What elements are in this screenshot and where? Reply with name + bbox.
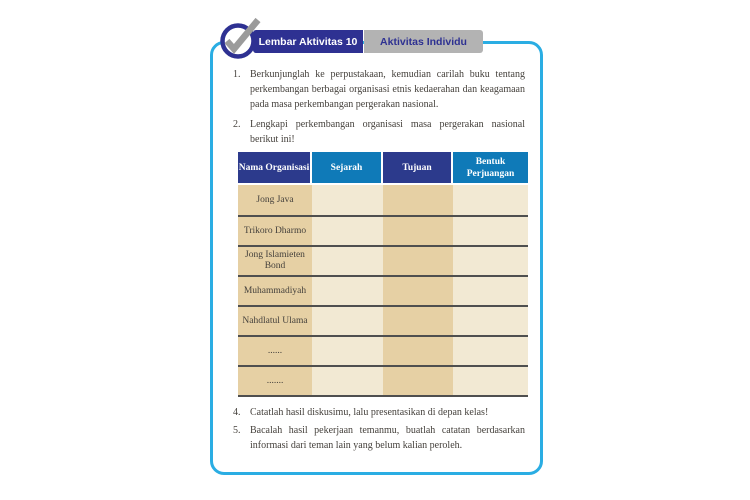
item-number: 2. (233, 119, 241, 130)
org-name-cell: ....... (238, 365, 312, 395)
instruction-item-1 (233, 67, 525, 112)
answer-cell-bentuk-perjuangan (453, 335, 528, 365)
org-name-cell: Trikoro Dharmo (238, 215, 312, 245)
item-text: Bacalah hasil pekerjaan temanmu, buatlah catatan berdasarkan informasi dari teman lain yang belum kalian peroleh. (250, 425, 525, 451)
answer-cell-bentuk-perjuangan (453, 215, 528, 245)
column-header-nama-organisasi: Nama Organisasi (238, 152, 312, 185)
answer-cell-tujuan (383, 185, 453, 215)
item-number: 5. (233, 425, 241, 436)
instruction-item-5 (233, 423, 525, 453)
instruction-item-4 (233, 405, 525, 420)
instruction-item-2 (233, 117, 525, 147)
item-text: Berkunjunglah ke perpustakaan, kemudian carilah buku tentang perkembangan berbagai organisasi etnis kedaerahan dan keagamaan pada masa perkembangan pergerakan nasional. (250, 69, 525, 110)
item-number: 4. (233, 407, 241, 418)
organization-table (238, 152, 528, 397)
activity-type-badge: Aktivitas Individu (364, 30, 483, 53)
answer-cell-sejarah (312, 245, 383, 275)
item-number: 1. (233, 69, 241, 80)
org-name-cell: Jong Islamieten Bond (238, 245, 312, 275)
answer-cell-sejarah (312, 215, 383, 245)
answer-cell-tujuan (383, 335, 453, 365)
answer-cell-bentuk-perjuangan (453, 275, 528, 305)
org-name-cell: Jong Java (238, 185, 312, 215)
answer-cell-sejarah (312, 305, 383, 335)
org-name-cell: Nahdlatul Ulama (238, 305, 312, 335)
org-name-cell: ...... (238, 335, 312, 365)
column-header-tujuan: Tujuan (383, 152, 453, 185)
answer-cell-tujuan (383, 215, 453, 245)
answer-cell-bentuk-perjuangan (453, 365, 528, 395)
column-header-bentuk-perjuangan: Bentuk Perjuangan (453, 152, 528, 185)
answer-cell-sejarah (312, 365, 383, 395)
item-text: Catatlah hasil diskusimu, lalu presentasikan di depan kelas! (250, 407, 489, 418)
answer-cell-sejarah (312, 335, 383, 365)
column-header-sejarah: Sejarah (312, 152, 383, 185)
activity-sheet-badge: Lembar Aktivitas 10 (253, 30, 363, 53)
item-text: Lengkapi perkembangan organisasi masa pergerakan nasional berikut ini! (250, 119, 525, 145)
org-name-cell: Muhammadiyah (238, 275, 312, 305)
answer-cell-tujuan (383, 245, 453, 275)
answer-cell-bentuk-perjuangan (453, 305, 528, 335)
answer-cell-sejarah (312, 185, 383, 215)
answer-cell-tujuan (383, 365, 453, 395)
answer-cell-bentuk-perjuangan (453, 185, 528, 215)
answer-cell-bentuk-perjuangan (453, 245, 528, 275)
answer-cell-sejarah (312, 275, 383, 305)
answer-cell-tujuan (383, 305, 453, 335)
answer-cell-tujuan (383, 275, 453, 305)
